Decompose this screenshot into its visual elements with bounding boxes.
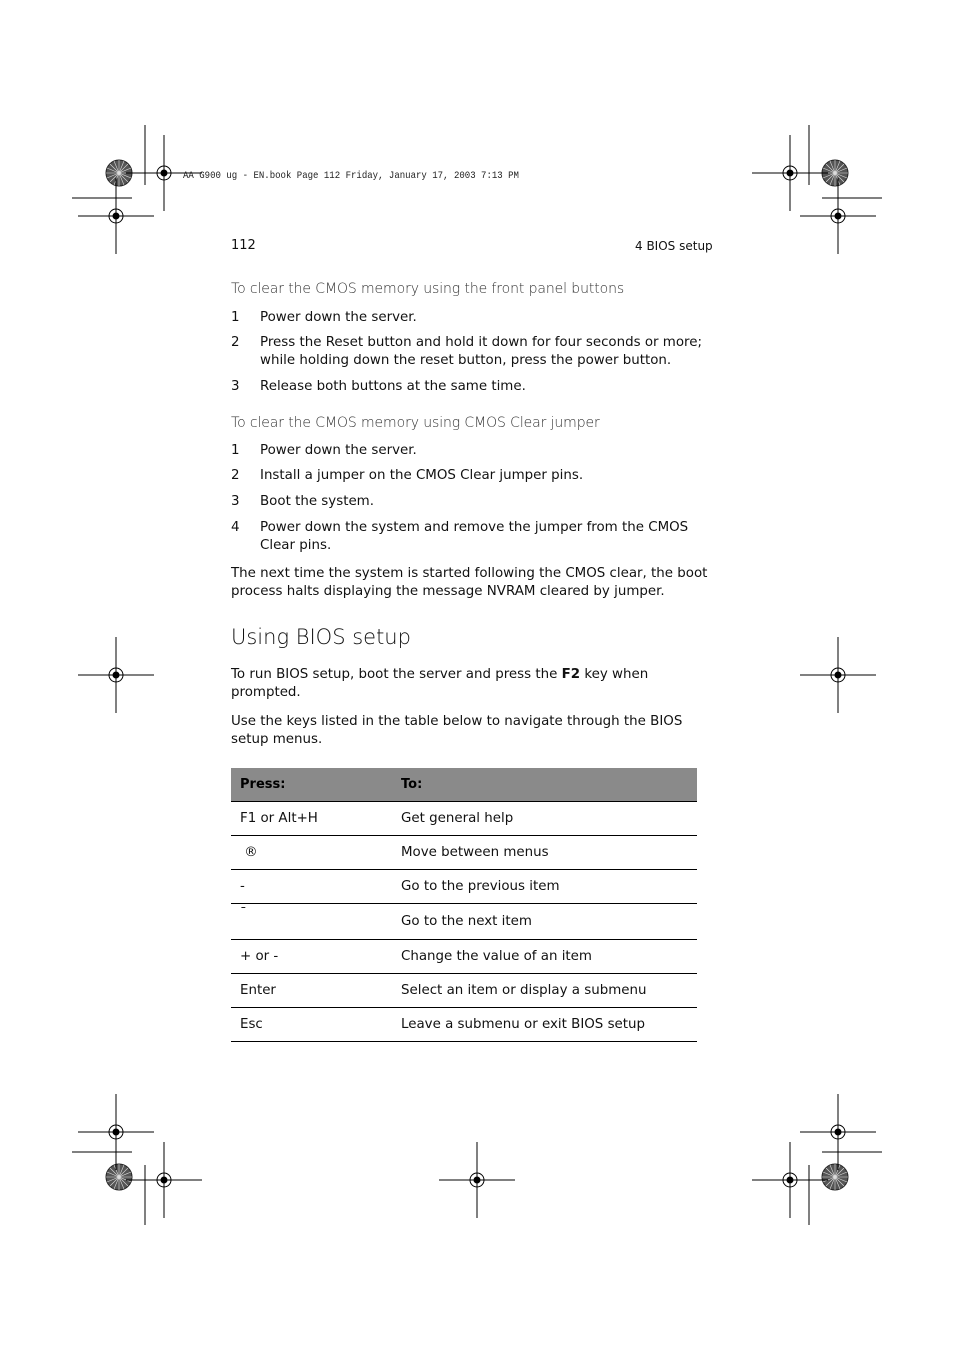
- action-cell: Select an item or display a submenu: [392, 974, 697, 1008]
- key-cell: -: [231, 870, 392, 904]
- key-cell: + or -: [231, 940, 392, 974]
- intro-text-before: To run BIOS setup, boot the server and press the: [231, 667, 562, 682]
- action-cell: Go to the next item: [392, 904, 697, 940]
- column-header-press: Press:: [231, 768, 392, 802]
- step-number: 3: [231, 379, 240, 394]
- key-cell: ®: [231, 836, 392, 870]
- key-table: [231, 768, 697, 1042]
- action-cell: Get general help: [392, 802, 697, 836]
- action-cell: Move between menus: [392, 836, 697, 870]
- intro-text-after: key when prompted.: [231, 667, 649, 700]
- column-header-to: To:: [392, 768, 697, 802]
- key-cell: Esc: [231, 1008, 392, 1042]
- bios-intro: [231, 666, 711, 702]
- table-header-row: [231, 768, 697, 802]
- step-number: 1: [231, 443, 240, 458]
- table-row: [231, 974, 697, 1008]
- chapter-title: 4 BIOS setup: [635, 239, 713, 253]
- nav-instructions: Use the keys listed in the table below to navigate through the BIOS setup menus.: [231, 714, 683, 747]
- page-heading: Using BIOS setup: [231, 625, 411, 649]
- table-row: [231, 904, 697, 940]
- page-number: 112: [231, 238, 256, 253]
- key-cell: ¯: [231, 904, 392, 940]
- table-row: [231, 870, 697, 904]
- step-number: 4: [231, 520, 240, 535]
- step-number: 1: [231, 310, 240, 325]
- step-text: Install a jumper on the CMOS Clear jumper pins.: [260, 468, 584, 483]
- nvram-note: The next time the system is started following the CMOS clear, the boot process halts displaying the message NVRAM cleared by jumper.: [231, 566, 708, 599]
- step-text: Press the Reset button and hold it down for four seconds or more; while holding down the reset button, press the power button.: [260, 335, 703, 368]
- key-cell: Enter: [231, 974, 392, 1008]
- step-text: Boot the system.: [260, 494, 374, 509]
- table-row: [231, 940, 697, 974]
- key-cell: F1 or Alt+H: [231, 802, 392, 836]
- step-text: Power down the server.: [260, 310, 417, 325]
- step-number: 2: [231, 468, 240, 483]
- table-row: [231, 1008, 697, 1042]
- step-number: 3: [231, 494, 240, 509]
- table-row: [231, 836, 697, 870]
- step-text: Release both buttons at the same time.: [260, 379, 526, 394]
- step-number: 2: [231, 335, 240, 350]
- f2-key: F2: [561, 667, 581, 682]
- step-text: Power down the server.: [260, 443, 417, 458]
- section-title-jumper: To clear the CMOS memory using CMOS Clear jumper: [231, 415, 600, 431]
- step-text: Power down the system and remove the jumper from the CMOS Clear pins.: [260, 520, 689, 553]
- action-cell: Go to the previous item: [392, 870, 697, 904]
- action-cell: Change the value of an item: [392, 940, 697, 974]
- action-cell: Leave a submenu or exit BIOS setup: [392, 1008, 697, 1042]
- book-slug-line: AA G900 ug - EN.book Page 112 Friday, January 17, 2003 7:13 PM: [183, 170, 519, 182]
- table-row: [231, 802, 697, 836]
- section-title-front-panel: To clear the CMOS memory using the front panel buttons: [231, 281, 625, 297]
